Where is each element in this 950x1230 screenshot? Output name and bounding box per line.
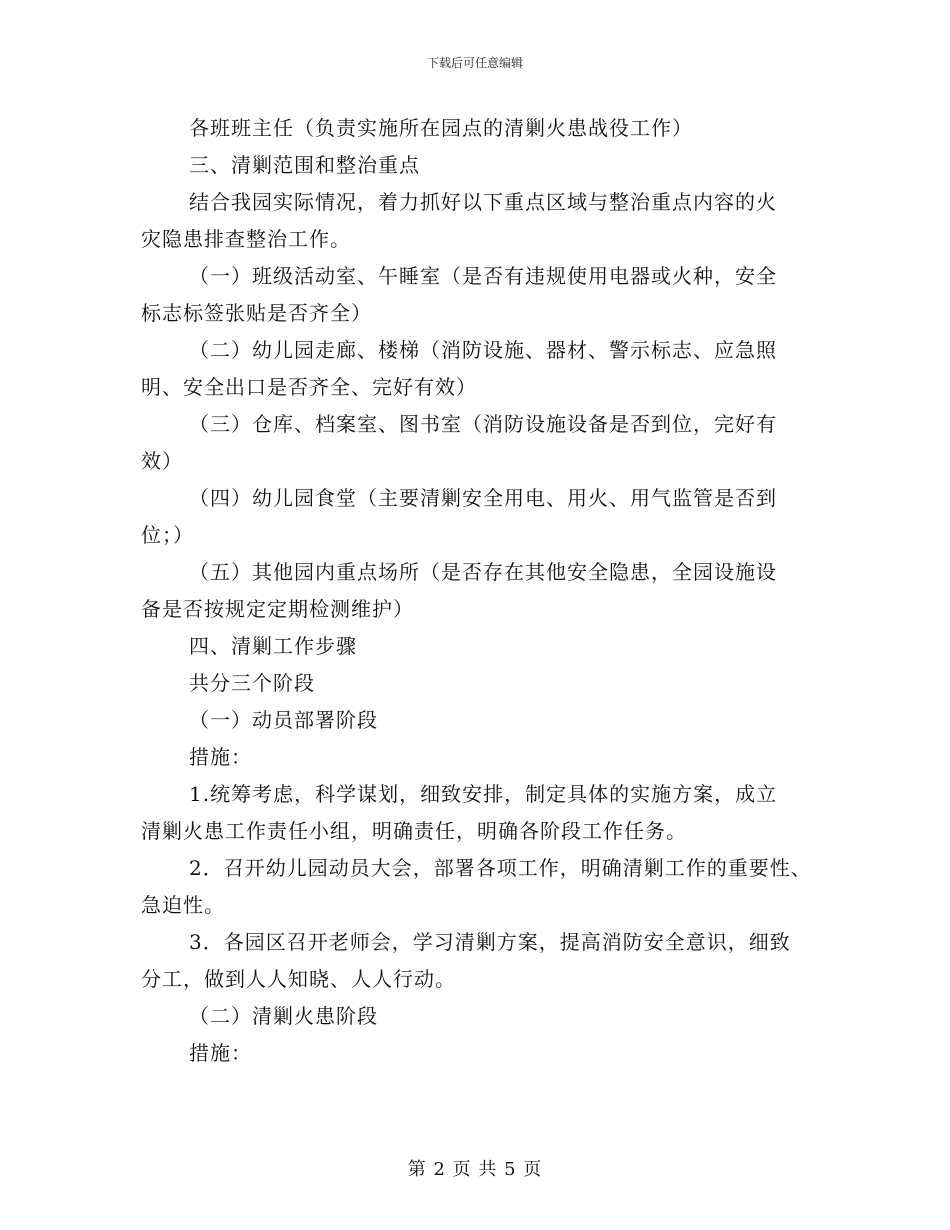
subsection-heading: （二）清剿火患阶段	[189, 1004, 378, 1028]
section-heading: 三、清剿范围和整治重点	[189, 153, 420, 177]
paragraph-line: 各班班主任（负责实施所在园点的清剿火患战役工作）	[189, 116, 693, 140]
page-number: 第 2 页 共 5 页	[407, 1159, 543, 1180]
paragraph-line: （一）班级活动室、午睡室（是否有违规使用电器或火种，安全	[189, 264, 777, 288]
paragraph-line: 标志标签张贴是否齐全）	[141, 301, 372, 325]
subsection-heading: （一）动员部署阶段	[189, 708, 378, 732]
paragraph-line: 2．召开幼儿园动员大会，部署各项工作，明确清剿工作的重要性、	[189, 856, 812, 880]
paragraph-line: （三）仓库、档案室、图书室（消防设施设备是否到位，完好有	[189, 412, 777, 436]
paragraph-line: （四）幼儿园食堂（主要清剿安全用电、用火、用气监管是否到	[189, 486, 777, 510]
paragraph-line: 措施：	[189, 745, 252, 769]
paragraph-line: 措施：	[189, 1041, 252, 1065]
section-heading: 四、清剿工作步骤	[189, 634, 357, 658]
paragraph-line: 备是否按规定定期检测维护）	[141, 597, 414, 621]
paragraph-line: 急迫性。	[141, 893, 225, 917]
paragraph-line: 位；）	[141, 523, 194, 547]
paragraph-line: 效）	[141, 449, 183, 473]
page-header: 下载后可任意编辑	[426, 56, 523, 70]
document-body	[141, 110, 831, 1072]
paragraph-line: 共分三个阶段	[189, 671, 315, 695]
paragraph-line: 3．各园区召开老师会，学习清剿方案，提高消防安全意识，细致	[189, 930, 791, 954]
paragraph-line: 明、安全出口是否齐全、完好有效）	[141, 375, 477, 399]
paragraph-line: （五）其他园内重点场所（是否存在其他安全隐患，全园设施设	[189, 560, 777, 584]
paragraph-line: 灾隐患排查整治工作。	[141, 227, 351, 251]
paragraph-line: 结合我园实际情况，着力抓好以下重点区域与整治重点内容的火	[189, 190, 777, 214]
paragraph-line: （二）幼儿园走廊、楼梯（消防设施、器材、警示标志、应急照	[189, 338, 777, 362]
paragraph-line: 1.统筹考虑，科学谋划，细致安排，制定具体的实施方案，成立	[189, 782, 778, 806]
paragraph-line: 清剿火患工作责任小组，明确责任，明确各阶段工作任务。	[141, 819, 687, 843]
paragraph-line: 分工，做到人人知晓、人人行动。	[141, 967, 456, 991]
